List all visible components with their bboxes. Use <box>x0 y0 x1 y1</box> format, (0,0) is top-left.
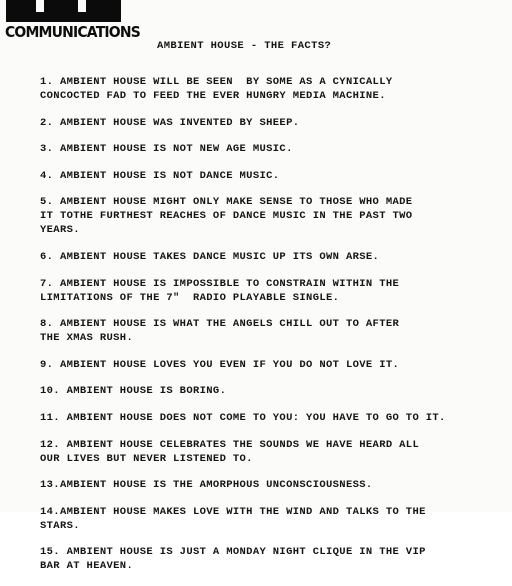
fact-line: 15. AMBIENT HOUSE IS JUST A MONDAY NIGHT CLIQUE IN THE VIP <box>40 546 426 559</box>
fact-line: 7. AMBIENT HOUSE IS IMPOSSIBLE TO CONSTRAIN WITHIN THE <box>40 277 400 290</box>
fact-item <box>40 317 510 345</box>
fact-item <box>40 250 510 264</box>
fact-line: BAR AT HEAVEN. <box>40 560 134 573</box>
fact-item <box>40 195 510 237</box>
fact-line: 6. AMBIENT HOUSE TAKES DANCE MUSIC UP ITS OWN ARSE. <box>40 250 380 263</box>
fact-item <box>40 116 510 130</box>
klf-logo-mark <box>6 0 121 22</box>
fact-item <box>40 545 510 573</box>
fact-line: CONCOCTED FAD TO FEED THE EVER HUNGRY MEDIA MACHINE. <box>40 90 386 102</box>
fact-item <box>40 438 510 466</box>
fact-line: 2. AMBIENT HOUSE WAS INVENTED BY SHEEP. <box>40 116 300 129</box>
fact-line: 4. AMBIENT HOUSE IS NOT DANCE MUSIC. <box>40 169 280 182</box>
fact-line: YEARS. <box>40 224 80 237</box>
fact-line: THE XMAS RUSH. <box>40 332 134 345</box>
facts-list <box>40 75 510 586</box>
logo-communications-text: COMMUNICATIONS <box>5 23 140 41</box>
fact-line: 9. AMBIENT HOUSE LOVES YOU EVEN IF YOU DO NOT LOVE IT. <box>40 358 400 371</box>
fact-line: STARS. <box>40 519 80 532</box>
logo-notch <box>36 0 44 12</box>
fact-item <box>40 169 510 183</box>
logo-notch <box>78 0 86 12</box>
fact-line: IT TOTHE FURTHEST REACHES OF DANCE MUSIC IN THE PAST TWO <box>40 210 413 223</box>
fact-line: LIMITATIONS OF THE 7" RADIO PLAYABLE SINGLE. <box>40 291 340 304</box>
fact-line: 5. AMBIENT HOUSE MIGHT ONLY MAKE SENSE TO THOSE WHO MADE <box>40 196 413 209</box>
fact-line: 14.AMBIENT HOUSE MAKES LOVE WITH THE WIND AND TALKS TO THE <box>40 505 426 518</box>
fact-item <box>40 142 510 156</box>
fact-item <box>40 277 510 305</box>
fact-item <box>40 75 510 103</box>
fact-item <box>40 505 510 533</box>
fact-line: 8. AMBIENT HOUSE IS WHAT THE ANGELS CHILL OUT TO AFTER <box>40 318 400 331</box>
fact-item <box>40 358 510 372</box>
fact-item <box>40 384 510 398</box>
fact-line: OUR LIVES BUT NEVER LISTENED TO. <box>40 452 253 465</box>
fact-line: 13.AMBIENT HOUSE IS THE AMORPHOUS UNCONSCIOUSNESS. <box>40 479 373 492</box>
fact-line: 3. AMBIENT HOUSE IS NOT NEW AGE MUSIC. <box>40 143 293 156</box>
fact-item <box>40 411 510 425</box>
fact-item <box>40 478 510 492</box>
fact-line: 10. AMBIENT HOUSE IS BORING. <box>40 385 227 398</box>
document-title: AMBIENT HOUSE - THE FACTS? <box>157 40 332 52</box>
fact-line: 12. AMBIENT HOUSE CELEBRATES THE SOUNDS WE HAVE HEARD ALL <box>40 438 420 451</box>
fact-line: 1. AMBIENT HOUSE WILL BE SEEN BY SOME AS A CYNICALLY <box>40 76 393 88</box>
fact-line: 11. AMBIENT HOUSE DOES NOT COME TO YOU: YOU HAVE TO GO TO IT. <box>40 411 446 424</box>
